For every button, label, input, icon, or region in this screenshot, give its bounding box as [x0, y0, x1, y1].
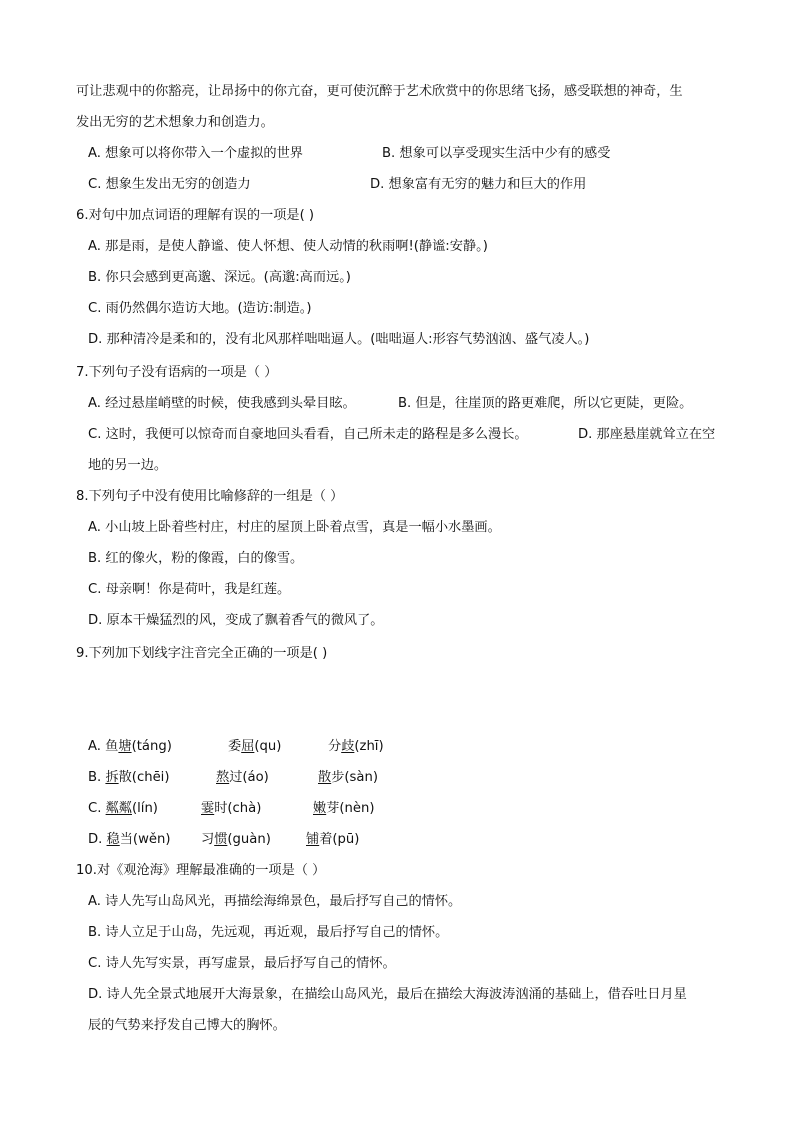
- q9-d-underlined-2: 惯: [214, 832, 228, 847]
- q8-option-b: B. 红的像火，粉的像霞，白的像雪。: [88, 551, 304, 566]
- q5-option-c: C. 想象生发出无穷的创造力: [88, 177, 251, 192]
- q10-option-d-continued: 辰的气势来抒发自己博大的胸怀。: [88, 1018, 286, 1033]
- q9-option-a-word-1: A. 鱼塘(táng): [88, 739, 172, 754]
- q9-a-underlined-2: 屈: [241, 739, 255, 754]
- q7-option-c: C. 这时，我便可以惊奇而自豪地回头看看，自己所未走的路程是多么漫长。: [88, 427, 528, 442]
- q5-option-d: D. 想象富有无穷的魅力和巨大的作用: [370, 177, 587, 192]
- q10-option-d: D. 诗人先全景式地展开大海景象，在描绘山岛风光，最后在描绘大海波涛汹涌的基础上，借吞吐日月星: [88, 987, 687, 1002]
- q9-option-b-word-2: 熬过(áo): [216, 770, 269, 785]
- q9-b-underlined-2: 熬: [216, 770, 230, 785]
- q9-option-d-word-1: D. 稳当(wěn): [88, 832, 171, 847]
- q9-option-a-word-2: 委屈(qu): [228, 739, 282, 754]
- q9-c-underlined-3: 嫩: [313, 801, 327, 816]
- q9-stem: 9.下列加下划线字注音完全正确的一项是( ): [76, 646, 328, 661]
- q7-option-a: A. 经过悬崖峭壁的时候，使我感到头晕目眩。: [88, 396, 356, 411]
- q9-option-c-word-3: 嫩芽(nèn): [313, 801, 375, 816]
- q5-option-b: B. 想象可以享受现实生活中少有的感受: [382, 146, 611, 161]
- q10-option-a: A. 诗人先写山岛风光，再描绘海绵景色，最后抒写自己的情怀。: [88, 894, 462, 909]
- q7-option-b: B. 但是，往崖顶的路更难爬，所以它更陡，更险。: [398, 396, 693, 411]
- q9-c-underlined-2: 霎: [201, 801, 215, 816]
- q5-option-a: A. 想象可以将你带入一个虚拟的世界: [88, 146, 303, 161]
- q10-option-b: B. 诗人立足于山岛，先远观，再近观，最后抒写自己的情怀。: [88, 925, 449, 940]
- intro-line-2: 发出无穷的艺术想象力和创造力。: [76, 115, 274, 130]
- q7-option-d: D. 那座悬崖就耸立在空: [578, 427, 716, 442]
- q9-c-underlined-1: 粼粼: [105, 801, 132, 816]
- q6-option-c: C. 雨仍然偶尔造访大地。(造访:制造。): [88, 301, 312, 316]
- q9-option-b-word-1: B. 拆散(chēi): [88, 770, 170, 785]
- q7-option-d-continued: 地的另一边。: [88, 458, 168, 473]
- q6-option-b: B. 你只会感到更高邈、深远。(高邈:高而远。): [88, 270, 351, 285]
- q9-b-underlined-1: 拆: [105, 770, 119, 785]
- q9-option-d-word-3: 铺着(pū): [306, 832, 360, 847]
- q6-option-d: D. 那种清冷是柔和的，没有北风那样咄咄逼人。(咄咄逼人:形容气势汹汹、盛气凌人。): [88, 332, 590, 347]
- q6-option-a: A. 那是雨，是使人静谧、使人怀想、使人动情的秋雨啊!(静谧:安静。): [88, 239, 488, 254]
- q9-option-c-word-1: C. 粼粼(lín): [88, 801, 158, 816]
- q9-d-underlined-3: 铺: [306, 832, 320, 847]
- q9-a-underlined-3: 歧: [341, 739, 355, 754]
- q8-stem: 8.下列句子中没有使用比喻修辞的一组是（ ）: [76, 489, 344, 504]
- q10-stem: 10.对《观沧海》理解最准确的一项是（ ）: [76, 863, 326, 878]
- q9-a-underlined-1: 塘: [118, 739, 132, 754]
- q6-stem: 6.对句中加点词语的理解有误的一项是( ): [76, 208, 315, 223]
- q8-option-a: A. 小山坡上卧着些村庄，村庄的屋顶上卧着点雪，真是一幅小水墨画。: [88, 520, 501, 535]
- q9-option-d-word-2: 习惯(guàn): [201, 832, 271, 847]
- q9-option-b-word-3: 散步(sàn): [318, 770, 378, 785]
- q9-option-a-word-3: 分歧(zhī): [328, 739, 384, 754]
- q7-stem: 7.下列句子没有语病的一项是（ ）: [76, 365, 278, 380]
- q9-b-underlined-3: 散: [318, 770, 332, 785]
- intro-line-1: 可让悲观中的你豁亮，让昂扬中的你亢奋，更可使沉醉于艺术欣赏中的你思绪飞扬，感受联想的神奇，生: [76, 84, 683, 99]
- q10-option-c: C. 诗人先写实景，再写虚景，最后抒写自己的情怀。: [88, 956, 396, 971]
- q9-d-underlined-1: 稳: [106, 832, 120, 847]
- q8-option-c: C. 母亲啊！你是荷叶，我是红莲。: [88, 582, 291, 597]
- q9-option-c-word-2: 霎时(chà): [201, 801, 262, 816]
- q8-option-d: D. 原本干燥猛烈的风，变成了飘着香气的微风了。: [88, 613, 384, 628]
